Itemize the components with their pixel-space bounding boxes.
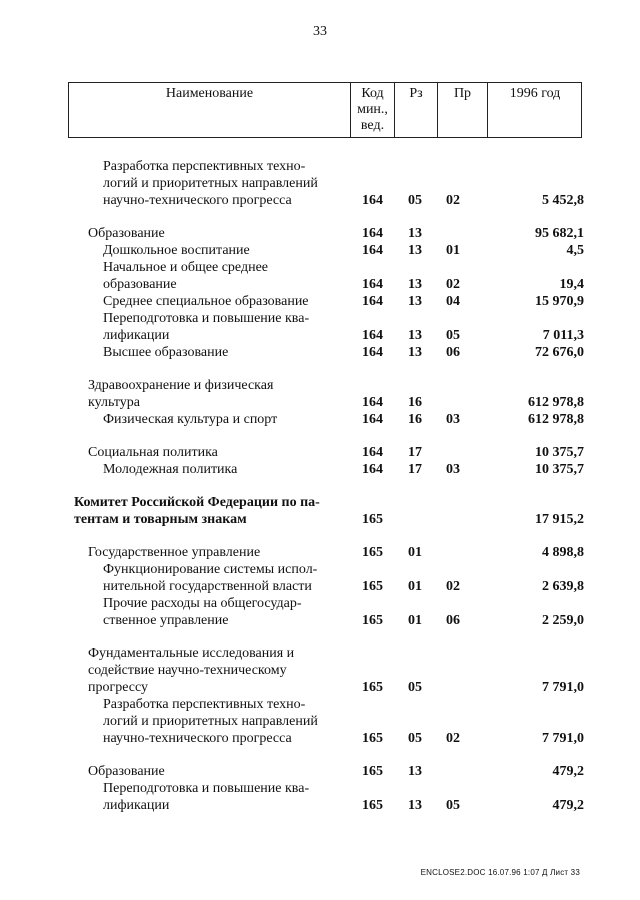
row-pr: 02	[446, 277, 460, 292]
row-name-line: логий и приоритетных направлений	[103, 176, 318, 191]
row-amount: 612 978,8	[528, 395, 584, 410]
row-name-line: Здравоохранение и физическая	[88, 378, 274, 393]
table-row	[0, 158, 640, 209]
row-name	[103, 561, 317, 595]
row-code: 164	[362, 226, 383, 241]
row-name-line: Государственное управление	[88, 545, 261, 560]
row-rz: 16	[408, 412, 422, 427]
row-name-line: лификации	[103, 798, 170, 813]
row-rz: 13	[408, 345, 422, 360]
row-name	[88, 225, 165, 242]
row-name	[88, 763, 165, 780]
table-header	[68, 82, 582, 138]
row-amount: 479,2	[552, 764, 584, 779]
table-row	[0, 561, 640, 595]
row-name-line: научно-технического прогресса	[103, 193, 292, 208]
header-rz: Рз	[394, 83, 437, 137]
row-name-line: Дошкольное воспитание	[103, 243, 250, 258]
table-row	[0, 293, 640, 310]
row-name	[103, 310, 309, 344]
row-name-line: Образование	[88, 226, 165, 241]
row-code: 164	[362, 412, 383, 427]
row-name-line: Высшее образование	[103, 345, 229, 360]
row-amount: 15 970,9	[535, 294, 584, 309]
row-rz: 01	[408, 545, 422, 560]
row-rz: 01	[408, 579, 422, 594]
row-name-line: лификации	[103, 328, 170, 343]
row-code: 164	[362, 328, 383, 343]
row-name-line: Переподготовка и повышение ква-	[103, 311, 310, 326]
row-code: 165	[362, 545, 383, 560]
row-name	[103, 411, 277, 428]
table-row	[0, 310, 640, 344]
row-name	[88, 377, 273, 411]
row-name	[103, 293, 309, 310]
row-name	[103, 344, 228, 361]
row-name-line: Комитет Российской Федерации по па-	[74, 495, 320, 510]
row-amount: 10 375,7	[535, 445, 584, 460]
row-name-line: содействие научно-техническому	[88, 663, 287, 678]
row-code: 164	[362, 294, 383, 309]
row-code: 165	[362, 764, 383, 779]
row-pr: 05	[446, 328, 460, 343]
row-pr: 05	[446, 798, 460, 813]
row-rz: 13	[408, 277, 422, 292]
row-pr: 06	[446, 613, 460, 628]
row-rz: 13	[408, 243, 422, 258]
row-amount: 19,4	[559, 277, 584, 292]
table-row	[0, 225, 640, 242]
row-amount: 4,5	[566, 243, 584, 258]
row-name	[74, 494, 320, 528]
row-amount: 5 452,8	[542, 193, 584, 208]
row-pr: 04	[446, 294, 460, 309]
row-name-line: Фундаментальные исследования и	[88, 646, 295, 661]
document-footer: ENCLOSE2.DOC 16.07.96 1:07 Д Лист 33	[420, 868, 580, 877]
row-name	[103, 461, 237, 478]
row-amount: 7 791,0	[542, 680, 584, 695]
table-row	[0, 494, 640, 528]
table-row	[0, 444, 640, 461]
header-code-line: мин.,	[357, 102, 388, 117]
row-code: 165	[362, 731, 383, 746]
table-row	[0, 595, 640, 629]
row-name	[103, 242, 250, 259]
row-amount: 7 791,0	[542, 731, 584, 746]
row-code: 164	[362, 193, 383, 208]
row-amount: 479,2	[552, 798, 584, 813]
row-name	[103, 595, 302, 629]
row-name-line: Функционирование системы испол-	[103, 562, 318, 577]
row-amount: 2 259,0	[542, 613, 584, 628]
table-row	[0, 544, 640, 561]
row-name-line: нительной государственной власти	[103, 579, 312, 594]
row-rz: 01	[408, 613, 422, 628]
row-rz: 13	[408, 328, 422, 343]
row-code: 164	[362, 445, 383, 460]
row-amount: 612 978,8	[528, 412, 584, 427]
row-pr: 06	[446, 345, 460, 360]
row-amount: 7 011,3	[542, 328, 584, 343]
row-name-line: Прочие расходы на общегосудар-	[103, 596, 302, 611]
row-name-line: образование	[103, 277, 177, 292]
row-code: 165	[362, 798, 383, 813]
row-name-line: Среднее специальное образование	[103, 294, 309, 309]
row-name-line: ственное управление	[103, 613, 229, 628]
row-name	[88, 444, 218, 461]
row-name-line: тентам и товарным знакам	[74, 512, 247, 527]
row-pr: 02	[446, 193, 460, 208]
row-amount: 10 375,7	[535, 462, 584, 477]
row-name-line: культура	[88, 395, 140, 410]
row-code: 165	[362, 512, 383, 527]
row-name-line: прогрессу	[88, 680, 149, 695]
row-name-line: Разработка перспективных техно-	[103, 159, 306, 174]
row-name	[103, 780, 309, 814]
row-rz: 13	[408, 226, 422, 241]
table-row	[0, 696, 640, 747]
row-rz: 17	[408, 462, 422, 477]
row-pr: 03	[446, 462, 460, 477]
table-row	[0, 645, 640, 696]
row-code: 164	[362, 345, 383, 360]
header-code	[350, 83, 394, 137]
row-name	[88, 544, 260, 561]
table-row	[0, 344, 640, 361]
row-pr: 03	[446, 412, 460, 427]
row-name	[103, 696, 318, 747]
row-code: 164	[362, 462, 383, 477]
table-row	[0, 377, 640, 411]
row-amount: 72 676,0	[535, 345, 584, 360]
row-name	[103, 259, 268, 293]
row-rz: 13	[408, 294, 422, 309]
table-row	[0, 259, 640, 293]
row-name	[88, 645, 294, 696]
header-code-line: вед.	[360, 118, 385, 133]
row-rz: 05	[408, 731, 422, 746]
page-number: 33	[313, 24, 327, 39]
row-name-line: Образование	[88, 764, 165, 779]
row-name-line: логий и приоритетных направлений	[103, 714, 318, 729]
header-name: Наименование	[165, 86, 254, 101]
row-name-line: Переподготовка и повышение ква-	[103, 781, 310, 796]
row-rz: 05	[408, 193, 422, 208]
row-rz: 17	[408, 445, 422, 460]
row-amount: 95 682,1	[535, 226, 584, 241]
row-pr: 02	[446, 731, 460, 746]
header-code-line: Код	[361, 86, 384, 101]
row-code: 164	[362, 243, 383, 258]
row-code: 164	[362, 395, 383, 410]
row-rz: 05	[408, 680, 422, 695]
table-row	[0, 461, 640, 478]
table-row	[0, 763, 640, 780]
table-row	[0, 411, 640, 428]
row-name-line: научно-технического прогресса	[103, 731, 292, 746]
row-name-line: Физическая культура и спорт	[103, 412, 278, 427]
table-row	[0, 242, 640, 259]
row-name-line: Молодежная политика	[103, 462, 238, 477]
row-code: 165	[362, 579, 383, 594]
table-row	[0, 780, 640, 814]
row-name-line: Разработка перспективных техно-	[103, 697, 306, 712]
row-name-line: Социальная политика	[88, 445, 218, 460]
row-rz: 13	[408, 764, 422, 779]
row-name	[103, 158, 318, 209]
row-pr: 02	[446, 579, 460, 594]
row-amount: 2 639,8	[542, 579, 584, 594]
table-body	[0, 146, 640, 814]
row-rz: 13	[408, 798, 422, 813]
header-year: 1996 год	[487, 83, 582, 137]
row-pr: 01	[446, 243, 460, 258]
header-pr: Пр	[437, 83, 487, 137]
row-amount: 4 898,8	[542, 545, 584, 560]
row-rz: 16	[408, 395, 422, 410]
row-code: 164	[362, 277, 383, 292]
row-amount: 17 915,2	[535, 512, 584, 527]
row-name-line: Начальное и общее среднее	[103, 260, 268, 275]
row-code: 165	[362, 613, 383, 628]
row-code: 165	[362, 680, 383, 695]
